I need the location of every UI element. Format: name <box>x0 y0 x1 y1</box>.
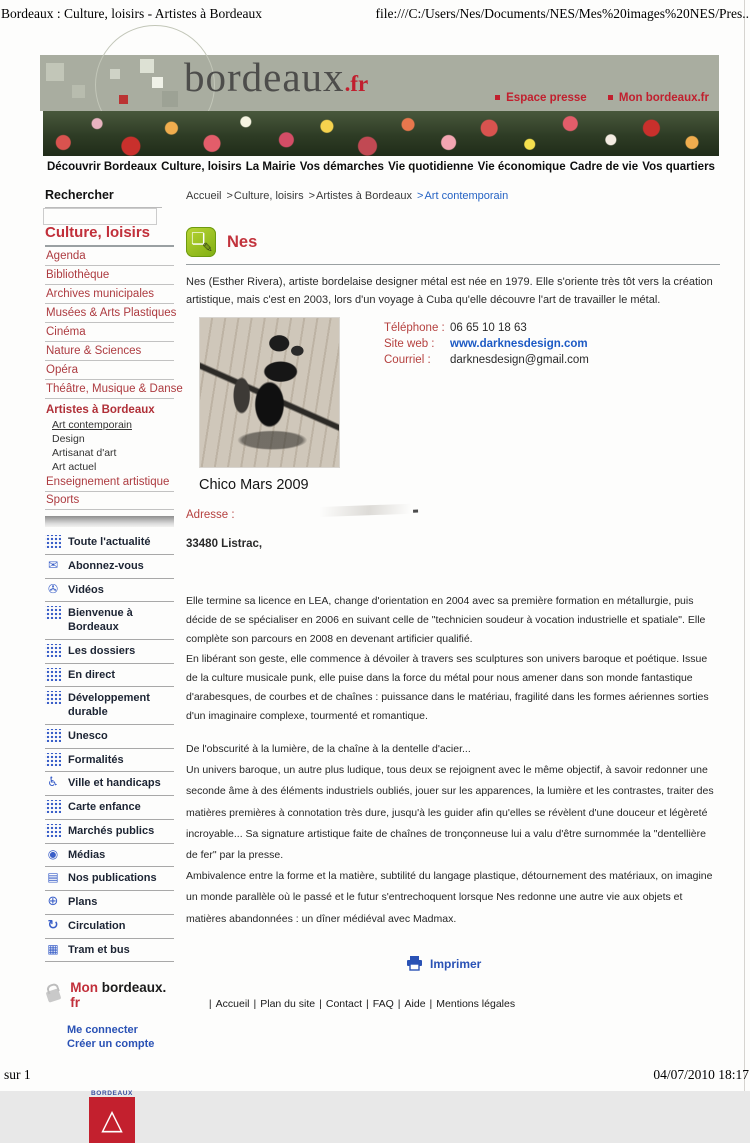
band-decor-square <box>46 63 64 81</box>
footer-link[interactable]: Aide <box>404 998 426 1010</box>
service-item[interactable]: ♿ Ville et handicaps <box>45 772 174 796</box>
bullet-icon <box>495 95 500 100</box>
redacted-address-smudge <box>306 503 446 518</box>
email-label: Courriel : <box>384 354 431 367</box>
footer-link[interactable]: Accueil <box>215 998 250 1010</box>
sidebar-item[interactable]: Bibliothèque <box>45 266 174 285</box>
sidebar-item[interactable]: Archives municipales <box>45 285 174 304</box>
footer-link[interactable]: Contact <box>325 998 363 1010</box>
print-page-number: sur 1 <box>4 1067 31 1082</box>
sidebar-more-links <box>45 474 174 510</box>
print-datetime: 04/07/2010 18:17 <box>653 1067 749 1082</box>
address-city: 33480 Listrac, <box>186 538 263 551</box>
sidebar-services-menu <box>45 531 174 962</box>
footer-separator: | <box>319 998 322 1010</box>
sidebar-artists-sublinks <box>45 418 174 474</box>
service-item[interactable]: Toute l'actualité <box>45 531 174 555</box>
nav-item[interactable]: La Mairie <box>245 161 296 173</box>
sidebar-item[interactable]: Agenda <box>45 247 174 266</box>
footer-link-group <box>362 998 394 1010</box>
artist-intro: Nes (Esther Rivera), artiste bordelaise designer métal est née en 1979. Elle s'oriente très tôt vers la création artistique, mais c'est en 2003, lors d'un voyage à Cuba qu'elle découvre l'art de travailler le métal. <box>186 276 713 306</box>
account-block <box>45 980 174 1052</box>
address-label: Adresse : <box>186 509 235 522</box>
sidebar-item[interactable]: Sports <box>45 491 174 509</box>
phone-label: Téléphone : <box>384 322 445 335</box>
sidebar-item[interactable]: Musées & Arts Plastiques <box>45 304 174 323</box>
contact-info <box>384 317 589 493</box>
sidebar-subitem[interactable]: Art actuel <box>52 461 97 473</box>
print-file-url: file:///C:/Users/Nes/Documents/NES/Mes%20images%20NES/Pres.. <box>375 6 749 21</box>
grid-icon <box>45 800 61 813</box>
book-icon <box>45 871 61 884</box>
footer-separator: | <box>366 998 369 1010</box>
band-decor-square <box>140 59 154 73</box>
breadcrumb-separator: > <box>308 190 316 202</box>
website-label: Site web : <box>384 338 435 351</box>
footer-link[interactable]: Mentions légales <box>436 998 516 1010</box>
photo-column <box>186 317 354 493</box>
service-item[interactable]: ⊕ Plans <box>45 891 174 915</box>
article-title-row <box>186 227 720 265</box>
email-value: darknesdesign@gmail.com <box>450 354 589 367</box>
service-item[interactable]: ▦ Tram et bus <box>45 939 174 963</box>
service-item[interactable]: ✇ Vidéos <box>45 579 174 603</box>
site-header-band <box>40 55 719 111</box>
grid-icon <box>45 606 61 619</box>
service-item[interactable]: Les dossiers <box>45 640 174 664</box>
service-item[interactable]: En direct <box>45 664 174 688</box>
breadcrumb-item[interactable]: >Artistes à Bordeaux <box>308 190 413 202</box>
footer-separator: | <box>208 998 212 1010</box>
service-item[interactable]: ↻ Circulation <box>45 915 174 939</box>
sidebar-heading-culture-loisirs[interactable]: Culture, loisirs <box>45 224 174 247</box>
grid-icon <box>45 729 61 742</box>
footer-links <box>0 998 720 1010</box>
service-item[interactable]: ✉ Abonnez-vous <box>45 555 174 579</box>
sidebar-item[interactable]: Cinéma <box>45 323 174 342</box>
footer-separator: | <box>253 998 257 1010</box>
service-item[interactable]: Unesco <box>45 725 174 749</box>
footer-link[interactable]: Plan du site <box>260 998 316 1010</box>
grid-icon <box>45 644 61 657</box>
bio-paragraph: Un univers baroque, un autre plus ludique, tous deux se rejoignent avec le même objectif, à savoir redonner une seconde âme à des éléments industriels oubliés, jouer sur les apparences, la lumière et les contrastes, traiter des matières premières à connotation très dure, jusqu'à les guider afin qu'elles se révèlent d'une douceur et légèreté incroyable... Sa signature artistique faite de chaînes de tronçonneuse lui a valu d'être surnommée la "dentellière de fer" par la presse. <box>186 764 714 861</box>
print-page-title: Bordeaux : Culture, loisirs - Artistes à Bordeaux <box>1 6 262 21</box>
breadcrumb-separator: > <box>417 190 424 202</box>
sidebar-subitem[interactable]: Artisanat d'art <box>52 447 117 459</box>
wheelchair-icon <box>45 776 61 789</box>
main-navigation <box>47 161 715 173</box>
sidebar-subitem[interactable]: Design <box>52 433 85 445</box>
search-label: Rechercher <box>45 188 162 208</box>
breadcrumb-separator: > <box>226 190 233 202</box>
sidebar-section-divider <box>45 516 174 527</box>
footer-link-group <box>426 998 516 1010</box>
band-decor-square-red <box>119 95 128 104</box>
account-mon: Mon <box>70 980 99 996</box>
breadcrumb-item[interactable]: >Culture, loisirs <box>226 190 304 202</box>
broadcast-icon <box>45 848 61 861</box>
video-camera-icon <box>45 583 61 596</box>
imprimer-label: Imprimer <box>430 956 482 971</box>
bio-paragraph: Elle termine sa licence en LEA, change d'orientation en 2004 avec sa première formation en métallurgie, puis décide de se spécialiser en 2006 en suivant celle de "technicien soudeur à vocation industrielle et spatiale". Elle complète son parcours en 2008 en devenant artificier qualifié. <box>186 595 706 646</box>
bordeaux-fr-logo[interactable] <box>184 54 369 100</box>
nav-item[interactable]: Découvrir Bordeaux <box>47 161 157 173</box>
nav-item[interactable]: Vie quotidienne <box>388 161 474 173</box>
band-decor-square <box>72 85 85 98</box>
sidebar-item[interactable]: Enseignement artistique <box>46 476 170 488</box>
footer-link[interactable]: FAQ <box>372 998 394 1010</box>
print-header <box>1 6 749 22</box>
sidebar-item[interactable]: Opéra <box>45 361 174 380</box>
band-decor-square <box>152 77 163 88</box>
subscribe-icon <box>45 559 61 572</box>
bio-block-1 <box>186 592 720 726</box>
footer-link-group <box>205 998 250 1010</box>
search-input[interactable] <box>43 208 157 225</box>
globe-icon <box>45 895 61 908</box>
nav-item[interactable]: Vie économique <box>477 161 566 173</box>
imprimer-button[interactable] <box>406 956 481 971</box>
main-content <box>186 227 720 930</box>
band-decor-square <box>110 69 120 79</box>
service-item[interactable]: Bienvenue à Bordeaux <box>45 602 174 640</box>
city-of-bordeaux-logo[interactable] <box>87 1090 137 1143</box>
nav-item[interactable]: Vos quartiers <box>642 161 715 173</box>
printer-icon <box>406 956 423 971</box>
artist-bio <box>186 592 720 930</box>
breadcrumb-item[interactable]: Accueil <box>186 190 222 202</box>
mon-bordeaux-link[interactable]: Mon bordeaux.fr <box>618 92 709 104</box>
media-row <box>186 317 720 493</box>
photo-caption: Chico Mars 2009 <box>199 477 309 494</box>
grid-icon <box>45 753 61 766</box>
artwork-photo <box>199 317 340 468</box>
header-links <box>477 92 709 104</box>
account-links <box>67 1024 174 1052</box>
refresh-icon <box>45 919 61 932</box>
phone-value: 06 65 10 18 63 <box>450 322 527 335</box>
service-item[interactable]: ◉ Médias <box>45 844 174 868</box>
grid-icon <box>45 691 61 704</box>
logo-wordmark: bordeaux <box>184 54 345 100</box>
city-logo-emblem: △ <box>89 1097 135 1143</box>
sidebar-subitem[interactable]: Art contemporain <box>52 419 132 431</box>
bullet-icon <box>608 95 613 100</box>
art-category-icon <box>186 227 216 257</box>
footer-link-group <box>394 998 426 1010</box>
tram-icon <box>45 943 61 956</box>
print-footer <box>4 1067 749 1083</box>
service-item[interactable]: Formalités <box>45 749 174 773</box>
footer-link-group <box>315 998 362 1010</box>
breadcrumb-item[interactable]: >Art contemporain <box>417 190 509 202</box>
bio-block-2 <box>186 739 720 930</box>
sidebar-item[interactable]: Nature & Sciences <box>45 342 174 361</box>
breadcrumb <box>186 190 508 202</box>
espace-presse-link[interactable]: Espace presse <box>506 92 587 104</box>
logo-fr-suffix: .fr <box>344 71 369 96</box>
footer-link-group <box>250 998 316 1010</box>
grid-icon <box>45 668 61 681</box>
footer-separator: | <box>397 998 401 1010</box>
grid-icon <box>45 535 61 548</box>
website-link[interactable]: www.darknesdesign.com <box>450 338 588 351</box>
address-block <box>186 509 720 550</box>
account-fr: fr <box>70 995 81 1011</box>
sidebar-item[interactable]: Théâtre, Musique & Danse <box>45 380 174 399</box>
service-item[interactable]: ▤ Nos publications <box>45 867 174 891</box>
bio-paragraph: Ambivalence entre la forme et la matière, subtilité du langage plastique, détournement des matériaux, on imagine un monde parallèle où le passé et le futur s'entrechoquent lorsque Nes redonne une autre vie aux objets et matières abandonnées : un dîner médiéval avec Madmax. <box>186 870 713 925</box>
city-logo-text: BORDEAUX <box>91 1089 133 1097</box>
footer-separator: | <box>429 998 433 1010</box>
sidebar-heading-artistes[interactable]: Artistes à Bordeaux <box>46 404 155 416</box>
service-item[interactable]: Marchés publics <box>45 820 174 844</box>
nav-item[interactable]: Cadre de vie <box>569 161 639 173</box>
page-title: Nes <box>227 232 258 251</box>
account-site: bordeaux. <box>98 980 167 996</box>
nav-item[interactable]: Culture, loisirs <box>161 161 242 173</box>
account-link[interactable]: Créer un compte <box>67 1038 155 1050</box>
band-decor-square <box>162 91 178 107</box>
scan-edge-line <box>744 0 745 1091</box>
flower-banner-photo <box>43 111 719 156</box>
service-item[interactable]: Développement durable <box>45 687 174 725</box>
bio-paragraph: En libérant son geste, elle commence à dévoiler à travers ses sculptures son univers baroque et poétique. Issue de la culture musicale punk, elle puise dans la force du métal pour nous amener dans son monde fantastique d'arabesques, de courbes et de chaînes : puissance dans le matériau, fragilité dans les formes aériennes sorties d'un imaginaire complexe, tourmenté et romantique. <box>186 652 709 722</box>
bio-paragraph: De l'obscurité à la lumière, de la chaîne à la dentelle d'acier... <box>186 742 471 755</box>
nav-item[interactable]: Vos démarches <box>299 161 384 173</box>
sidebar-culture-links <box>45 247 183 399</box>
account-link[interactable]: Me connecter <box>67 1024 138 1037</box>
grid-icon <box>45 824 61 837</box>
service-item[interactable]: Carte enfance <box>45 796 174 820</box>
